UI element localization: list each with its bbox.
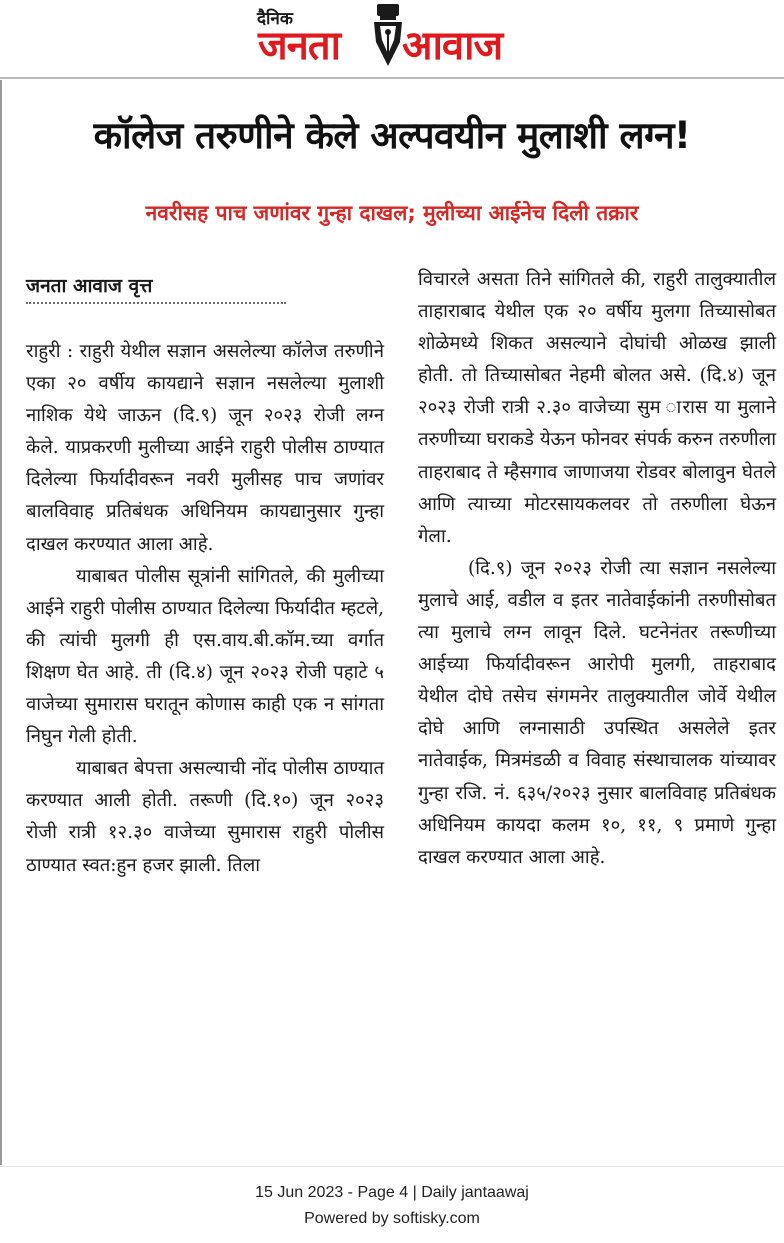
- footer-divider: [0, 1166, 784, 1167]
- page-info: 15 Jun 2023 - Page 4 | Daily jantaawaj: [255, 1184, 529, 1201]
- masthead: [0, 0, 784, 78]
- article-paragraph: (दि.९) जून २०२३ रोजी त्या सज्ञान नसलेल्या मुलाचे आई, वडील व इतर नातेवाईकांनी तरुणीसोबत त्या मुलाचे लग्न लावून दिले. घटनेनंतर तरूणीच्या आईच्या फिर्यादीवरून आरोपी मुलगी, ताहराबाद येथील दोघे तसेच संगमनेर तालुक्यातील जोर्वे येथील दोघे आणि लग्नासाठी उपस्थित असलेले इतर नातेवाईक, मित्रमंडळी व विवाह संस्थाचालक यांच्यावर गुन्हा रजि. नं. ६३५/२०२३ नुसार बालविवाह प्रतिबंधक अधिनियम कायदा कलम १०, ११, ९ प्रमाणे गुन्हा दाखल करण्यात आला आहे.: [418, 557, 776, 868]
- article-byline: जनता आवाज वृत्त: [26, 275, 153, 297]
- fountain-pen-nib-icon: [370, 2, 406, 68]
- article-column-left: [26, 336, 384, 882]
- byline-divider: [26, 302, 286, 304]
- masthead-title-left: जनता: [258, 23, 341, 69]
- powered-by-link[interactable]: Powered by softisky.com: [304, 1210, 480, 1227]
- article-subheadline: नवरीसह पाच जणांवर गुन्हा दाखल; मुलीच्या आईनेच दिली तक्रार: [145, 201, 639, 225]
- page-left-border: [0, 80, 2, 1165]
- article-column-right: [418, 264, 776, 874]
- masthead-title-right: आवाज: [402, 23, 503, 69]
- article-paragraph: याबाबत बेपत्ता असल्याची नोंद पोलीस ठाण्यात करण्यात आली होती. तरूणी (दि.१०) जून २०२३ रोजी रात्री १२.३० वाजेच्या सुमारास राहुरी पोलीस ठाण्यात स्वत:हुन हजर झाली. तिला: [26, 758, 384, 876]
- masthead-prefix: दैनिक: [257, 9, 293, 29]
- article-paragraph: याबाबत पोलीस सूत्रांनी सांगितले, की मुलीच्या आईने राहुरी पोलीस ठाण्यात दिलेल्या फिर्यादीत म्हटले, की त्यांची मुलगी ही एस.वाय.बी.कॉम.च्या वर्गात शिक्षण घेत आहे. ती (दि.४) जून २०२३ रोजी पहाटे ५ वाजेच्या सुमारास घरातून कोणास काही एक न सांगता निघुन गेली होती.: [26, 565, 384, 748]
- masthead-divider: [0, 77, 784, 79]
- article-paragraph: राहुरी : राहुरी येथील सज्ञान असलेल्या कॉलेज तरुणीने एका २० वर्षीय कायद्याने सज्ञान नसलेल्या मुलाशी नाशिक येथे जाऊन (दि.९) जून २०२३ रोजी लग्न केले. याप्रकरणी मुलीच्या आईने राहुरी पोलीस ठाण्यात दिलेल्या फिर्यादीवरून नवरी मुलीसह पाच जणांवर बालविवाह प्रतिबंधक अधिनियम कायद्यानुसार गुन्हा दाखल करण्यात आला आहे.: [26, 341, 384, 555]
- article-paragraph: विचारले असता तिने सांगितले की, राहुरी तालुक्यातील ताहाराबाद येथील एक २० वर्षीय मुलगा तिच्यासोबत शोळेमध्ये शिकत असल्याने दोघांची ओळख झाली होती. तो तिच्यासोबत नेहमी बोलत असे. (दि.४) जून २०२३ रोजी रात्री २.३० वाजेच्या सुम ारास या मुलाने तरुणीच्या घराकडे येऊन फोनवर संपर्क करुन तरुणीला ताहराबाद ते म्हैसगाव जाणाजया रोडवर बोलावुन घेतले आणि त्याच्या मोटरसायकलवर तो तरुणीला घेऊन गेला.: [418, 269, 776, 547]
- article-headline: कॉलेज तरुणीने केले अल्पवयीन मुलाशी लग्न!: [93, 114, 691, 157]
